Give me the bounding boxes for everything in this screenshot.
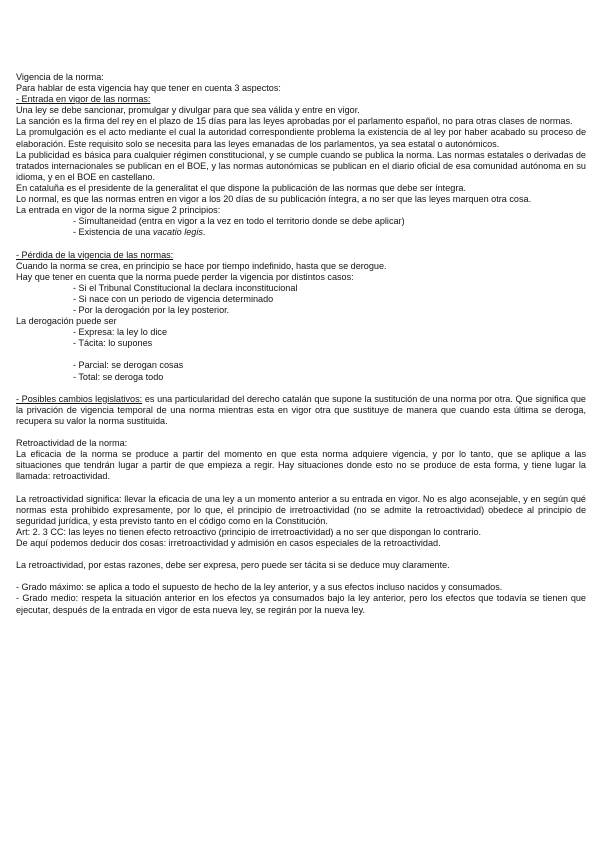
paragraph: Art: 2. 3 CC: las leyes no tienen efecto retroactivo (principio de irretroactividad) a no ser que dispongan lo contrario. (16, 526, 482, 537)
paragraph-cambios (16, 394, 586, 427)
paragraph: La eficacia de la norma se produce a partir del momento en que esta norma adquiere vigencia, y por lo tanto, que se aplique a las situaciones que tendrán lugar a partir de que empieza a regir. Hay situaciones donde esto no se produce de esta forma, y tiene lugar la llamada: retroactividad. (16, 449, 586, 482)
section-heading-perdida: - Pérdida de la vigencia de las normas: (16, 249, 174, 260)
paragraph: La retroactividad, por estas razones, debe ser expresa, pero puede ser tácita si se deduce muy claramente. (16, 560, 450, 571)
paragraph: La publicidad es básica para cualquier régimen constitucional, y se cumple cuando se publica la norma. Las normas estatales o derivadas de tratados internacionales se publican en el BOE, y las normas autonómicas se publican en el diario oficial de esa comunidad autónoma en su idioma, y en el BOE en castellano. (16, 149, 586, 182)
paragraph: - Grado medio: respeta la situación anterior en los efectos ya consumados bajo la ley anterior, pero los efectos que todavía se tienen que ejecutar, después de la entrada en vigor de esta nueva ley, se regirán por la nueva ley. (16, 593, 586, 615)
section-heading-cambios: - Posibles cambios legislativos: (16, 393, 143, 404)
list-item: - Tácita: lo supones (73, 338, 153, 349)
vacatio-legis-term: vacatio legis (152, 227, 203, 238)
intro-text: Para hablar de esta vigencia hay que tener en cuenta 3 aspectos: (16, 83, 281, 94)
list-item: - Expresa: la ley lo dice (73, 327, 168, 338)
paragraph: Lo normal, es que las normas entren en vigor a los 20 días de su publicación íntegra, a no ser que las leyes marquen otra cosa. (16, 194, 532, 205)
paragraph: De aquí podemos deducir dos cosas: irretroactividad y admisión en casos especiales de la retroactividad. (16, 537, 441, 548)
list-item-text: - Existencia de una (73, 227, 153, 238)
principles-list (16, 216, 586, 238)
spacer (73, 349, 586, 360)
document-body (16, 72, 586, 616)
list-item: - Total: se deroga todo (73, 371, 164, 382)
paragraph: En cataluña es el presidente de la generalitat el que dispone la publicación de las normas que debe ser íntegra. (16, 182, 466, 193)
section-heading-retroactividad: Retroactividad de la norma: (16, 438, 128, 449)
list-item (73, 227, 586, 238)
doc-title: Vigencia de la norma: (16, 72, 104, 82)
cases-list (16, 283, 586, 316)
list-item: - Parcial: se derogan cosas (73, 360, 184, 371)
paragraph: Cuando la norma se crea, en principio se hace por tiempo indefinido, hasta que se derogue. (16, 260, 387, 271)
section-heading-entrada: - Entrada en vigor de las normas: (16, 94, 151, 105)
paragraph: La sanción es la firma del rey en el plazo de 15 días para las leyes aprobadas por el parlamento español, no para otras clases de normas. (16, 116, 573, 127)
paragraph: - Grado máximo: se aplica a todo el supuesto de hecho de la ley anterior, y a sus efectos incluso nacidos y consumados. (16, 582, 503, 593)
list-item: - Simultaneidad (entra en vigor a la vez en todo el territorio donde se debe aplicar) (73, 216, 405, 227)
paragraph: La entrada en vigor de la norma sigue 2 principios: (16, 205, 221, 216)
paragraph: Hay que tener en cuenta que la norma puede perder la vigencia por distintos casos: (16, 271, 354, 282)
paragraph: La retroactividad significa: llevar la eficacia de una ley a un momento anterior a su entrada en vigor. No es algo aconsejable, y en según qué normas esta prohibido expresamente, por lo que, el principio de irretroactividad (no se admite la retroactividad) obedece al principio de seguridad jurídica, y esta previsto tanto en el código como en la Constitución. (16, 493, 586, 526)
paragraph-text: es una particularidad del derecho catalán que supone la sustitución de una norma por otra. Que significa que la privación de vigencia temporal de una norma mientras esta en vigor otra que sustituye de manera que cuando esta última se deroga, recupera su valor la norma sustituida. (16, 393, 586, 426)
list-item: - Por la derogación por la ley posterior. (73, 304, 230, 315)
paragraph: Una ley se debe sancionar, promulgar y divulgar para que sea válida y entre en vigor. (16, 105, 360, 116)
paragraph: La promulgación es el acto mediante el cual la autoridad correspondiente problema la existencia de al ley por haber acabado su proceso de elaboración. Este requisito solo se necesita para las leyes emanadas de los parlamentos, ya sea estatal o autonómicos. (16, 127, 586, 149)
list-item: - Si nace con un periodo de vigencia determinado (73, 293, 274, 304)
paragraph: La derogación puede ser (16, 316, 117, 327)
list-item: - Si el Tribunal Constitucional la declara inconstitucional (73, 282, 298, 293)
derogation-types-list (16, 327, 586, 382)
list-item-punct: . (202, 227, 206, 238)
